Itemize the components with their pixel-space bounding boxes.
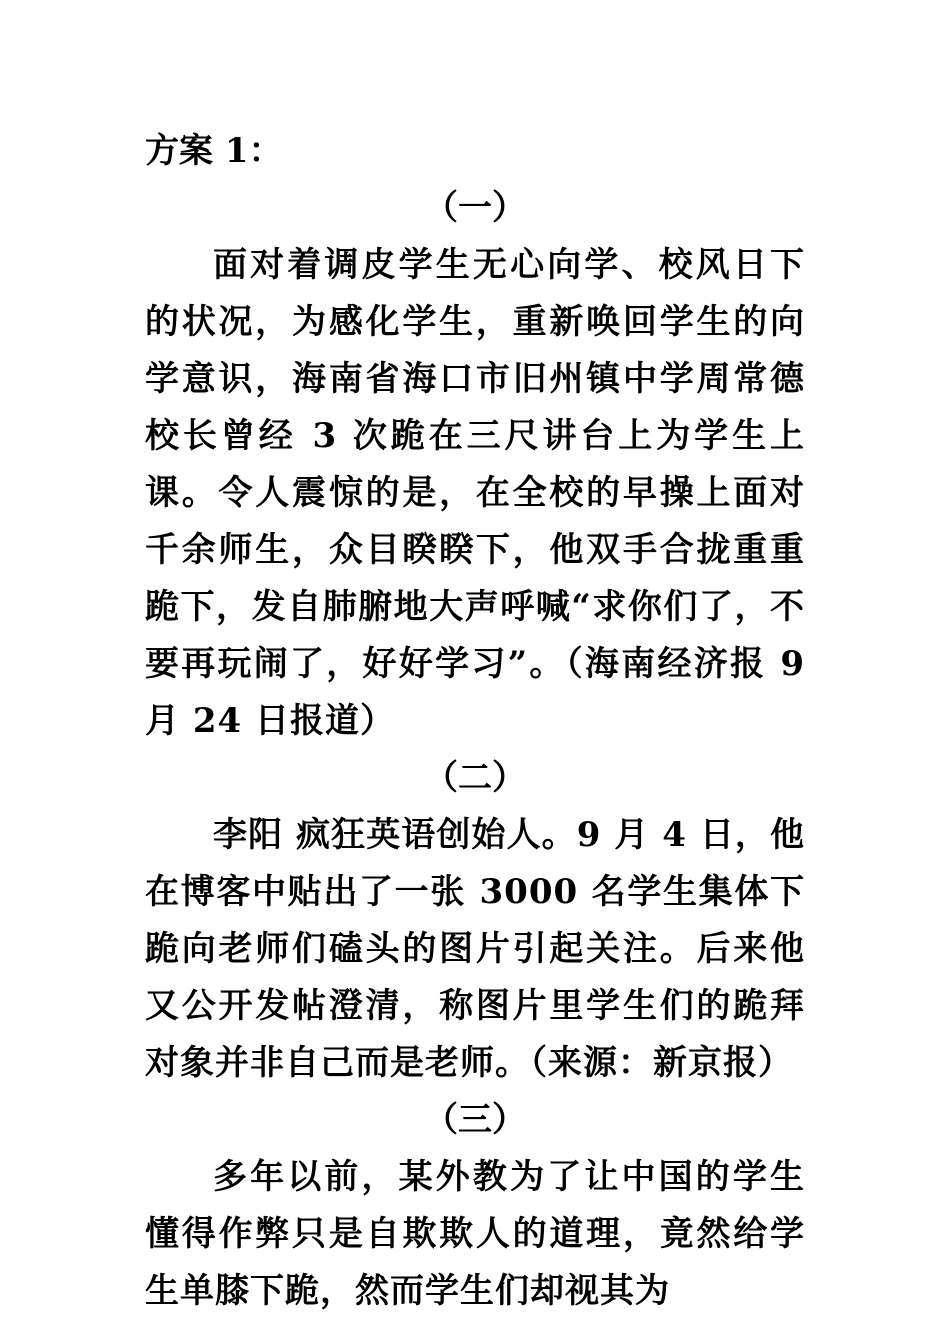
document-body <box>145 123 805 1320</box>
plan-heading: 方案 1： <box>145 131 283 171</box>
section-label-1: （一） <box>424 188 526 228</box>
section-paragraph-3: 多年以前，某外教为了让中国的学生懂得作弊只是自欺欺人的道理，竟然给学生单膝下跪，然而学生们却视其为 <box>145 1157 805 1311</box>
section-label-3: （三） <box>424 1100 526 1140</box>
section-label-2: （二） <box>424 758 526 798</box>
section-paragraph-2: 李阳 疯狂英语创始人。9 月 4 日，他在博客中贴出了一张 3000 名学生集体下跪向老师们磕头的图片引起关注。后来他又公开发帖澄清，称图片里学生们的跪拜对象并非自己而是老师。（来源：新京报） <box>145 815 805 1083</box>
section-paragraph-1: 面对着调皮学生无心向学、校风日下的状况，为感化学生，重新唤回学生的向学意识，海南省海口市旧州镇中学周常德校长曾经 3 次跪在三尺讲台上为学生上课。令人震惊的是，在全校的早操上面对千余师生，众目睽睽下，他双手合拢重重跪下，发自肺腑地大声呼喊“求你们了，不要再玩闹了，好好学习”。（海南经济报 9 月 24 日报道） <box>145 245 805 741</box>
